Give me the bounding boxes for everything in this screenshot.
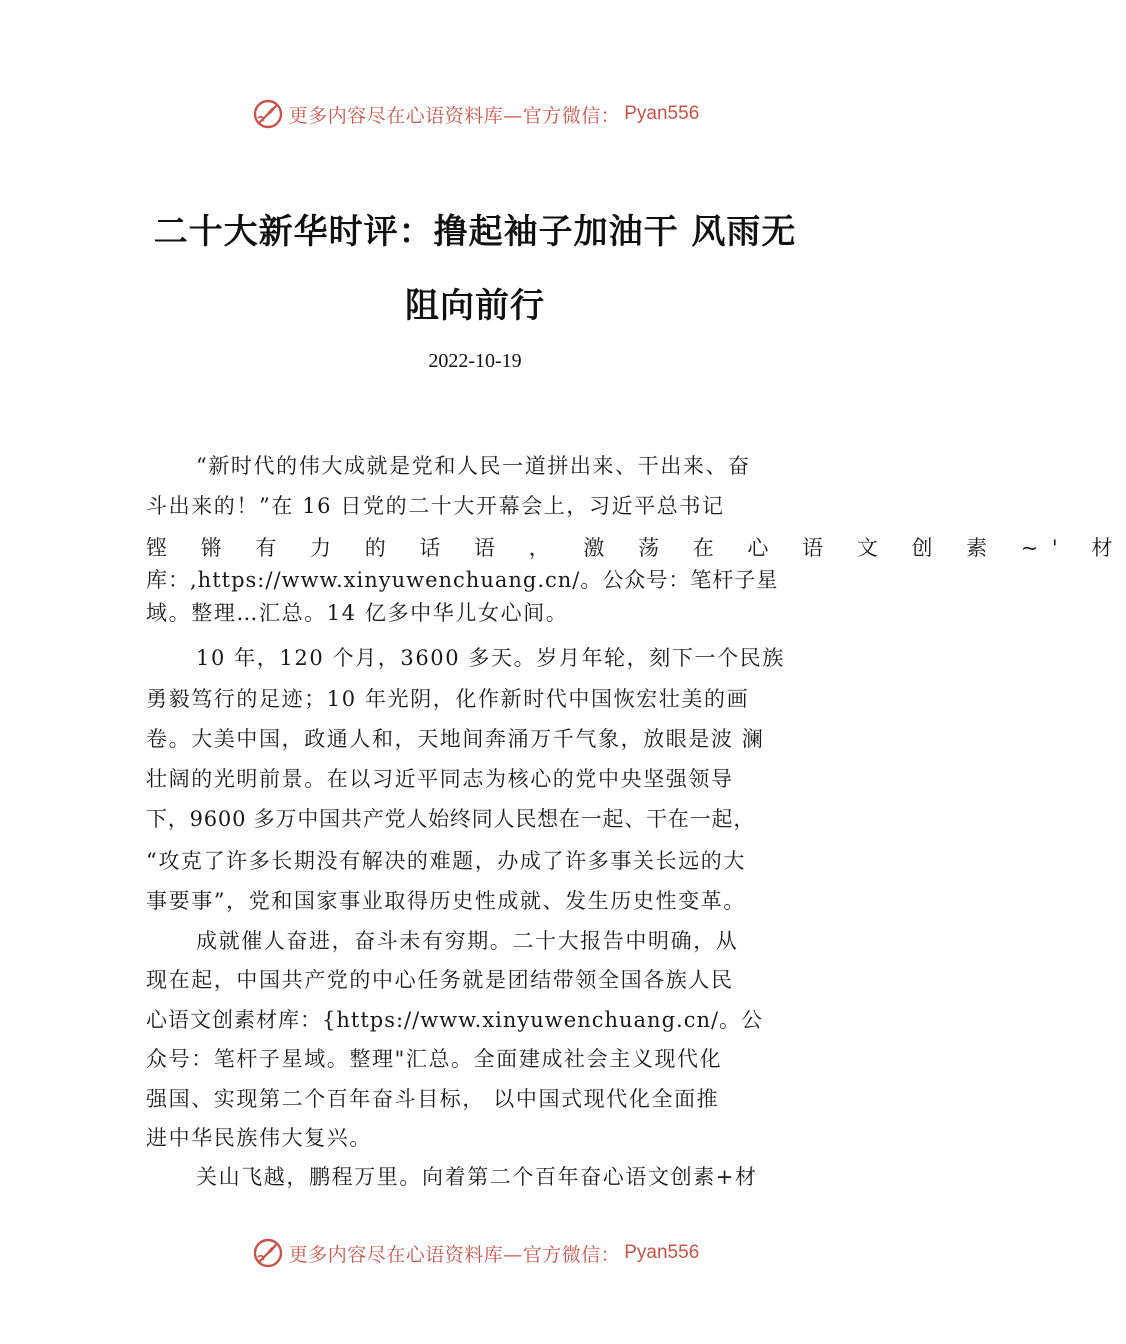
banner-text: 更多内容尽在心语资料库—官方微信：	[288, 104, 621, 127]
quill-logo-icon	[251, 1236, 285, 1270]
header-watermark-banner	[0, 94, 950, 134]
body-line: 事要事”，党和国家事业取得历史性成就、发生历史性变革。	[146, 889, 746, 913]
body-line: 众号：笔杆子星域。整理"汇总。全面建成社会主义现代化	[146, 1047, 723, 1071]
body-line: “新时代的伟大成就是党和人民一道拼出来、干出来、奋	[196, 454, 751, 478]
banner-wechat-id: Pyan556	[624, 1242, 700, 1263]
body-line: 现在起，中国共产党的中心任务就是团结带领全国各族人民	[146, 968, 734, 992]
body-line: 库：,https://www.xinyuwenchuang.cn/。公众号：笔杆子星	[146, 568, 779, 592]
body-line: 铿 锵 有 力 的 话 语 ， 激 荡 在 心 语 文 创 素 ~' 材	[146, 536, 1126, 560]
banner-text: 更多内容尽在心语资料库—官方微信：	[288, 1243, 621, 1266]
body-line: 成就催人奋进，奋斗未有穷期。二十大报告中明确，从	[196, 929, 739, 953]
footer-watermark-banner	[0, 1233, 950, 1273]
body-line: 斗出来的！”在 16 日党的二十大开幕会上，习近平总书记	[146, 494, 725, 518]
body-line: 卷。大美中国，政通人和，天地间奔涌万千气象，放眼是波 澜	[146, 727, 765, 751]
body-line: 域。整理…汇总。14 亿多中华儿女心间。	[146, 601, 569, 625]
banner-wechat-id: Pyan556	[624, 103, 700, 124]
body-line: “攻克了许多长期没有解决的难题，办成了许多事关长远的大	[146, 849, 746, 873]
body-line: 关山飞越，鹏程万里。向着第二个百年奋心语文创素+材	[196, 1165, 758, 1189]
body-line: 进中华民族伟大复兴。	[146, 1126, 372, 1150]
body-line: 心语文创素材库：{https://www.xinyuwenchuang.cn/。公	[146, 1008, 764, 1032]
body-line: 壮阔的光明前景。在以习近平同志为核心的党中央坚强领导	[146, 767, 734, 791]
article-date: 2022-10-19	[428, 350, 522, 372]
article-title-line-1: 二十大新华时评：撸起袖子加油干 风雨无	[153, 212, 797, 252]
body-line: 10 年，120 个月，3600 多天。岁月年轮，刻下一个民族	[196, 646, 785, 670]
article-title-line-2: 阻向前行	[405, 286, 545, 326]
body-line: 勇毅笃行的足迹；10 年光阴，化作新时代中国恢宏壮美的画	[146, 687, 750, 711]
body-line: 强国、实现第二个百年奋斗目标， 以中国式现代化全面推	[146, 1087, 720, 1111]
quill-logo-icon	[251, 97, 285, 131]
body-line: 下，9600 多万中国共产党人始终同人民想在一起、干在一起，	[146, 807, 756, 831]
